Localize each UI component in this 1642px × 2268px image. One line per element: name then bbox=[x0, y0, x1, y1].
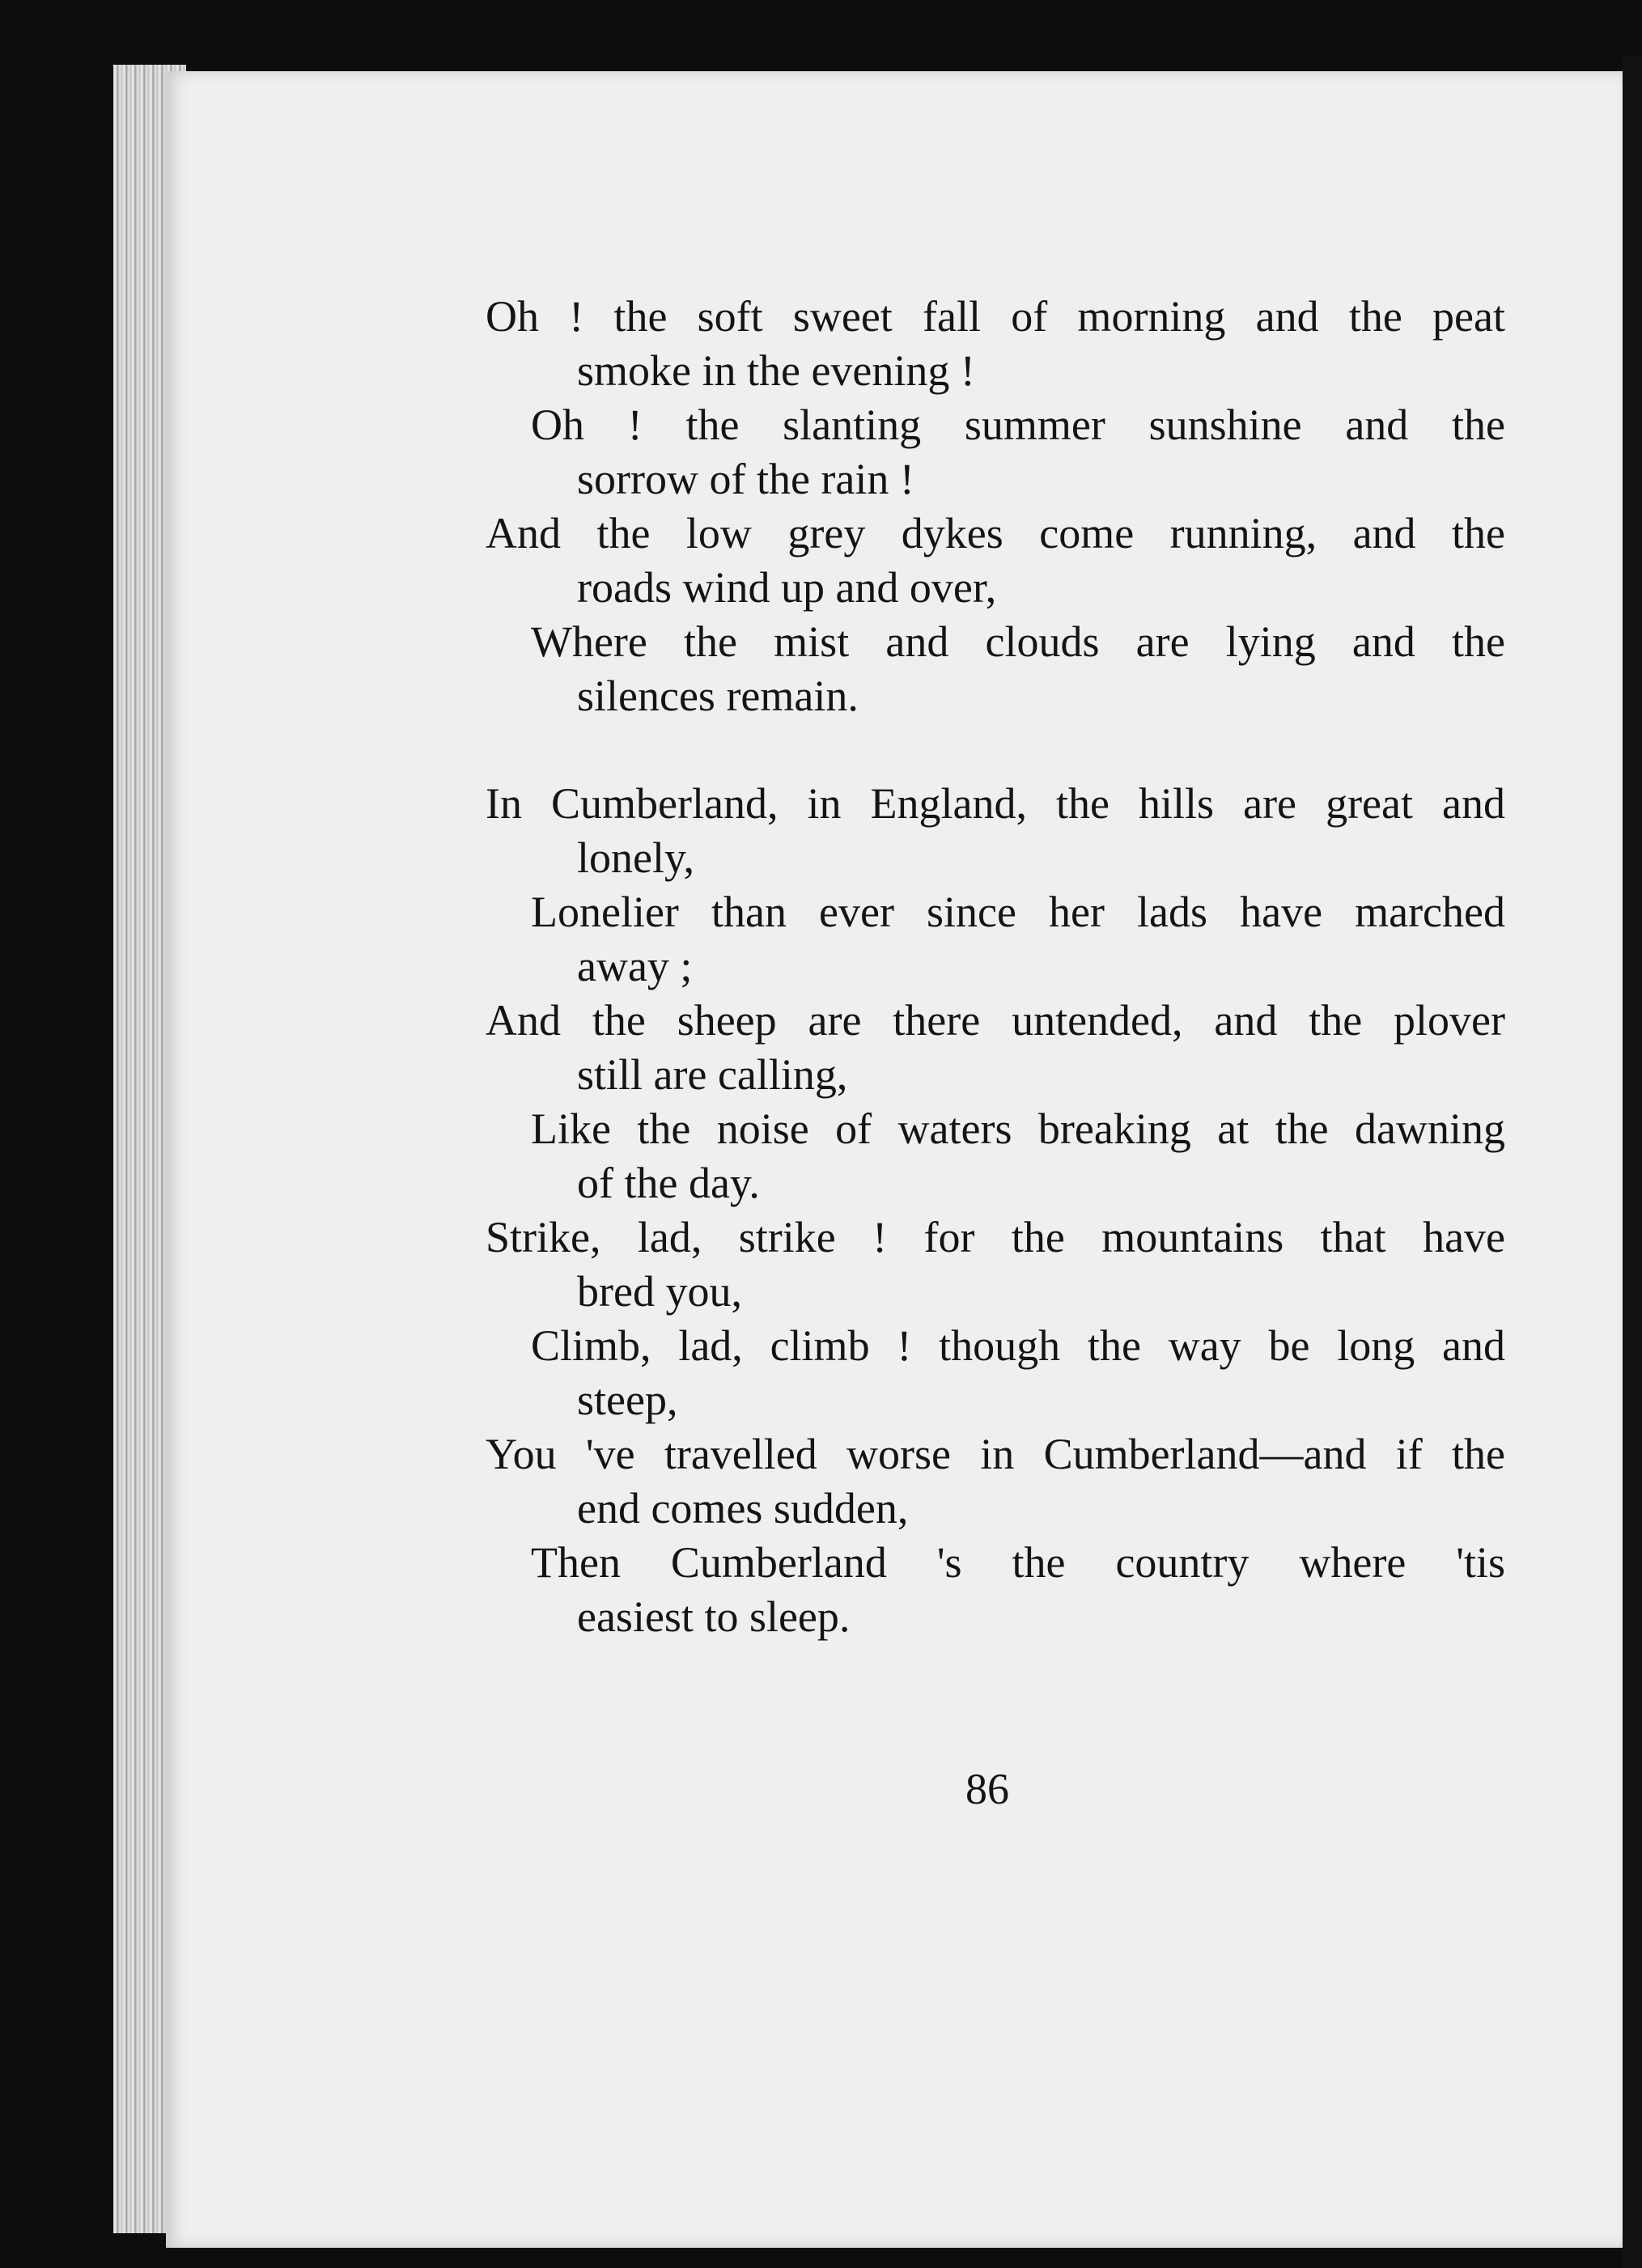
poem-line-continuation: smoke in the evening ! bbox=[577, 346, 975, 395]
stanza-2 bbox=[486, 777, 1505, 1644]
poem-line-continuation: sorrow of the rain ! bbox=[577, 455, 914, 503]
poem-line-continuation: roads wind up and over, bbox=[577, 563, 997, 612]
stanza-1 bbox=[486, 290, 1505, 723]
poem-line-continuation: away ; bbox=[577, 942, 693, 990]
poem-line: And the sheep are there untended, and the plover bbox=[486, 996, 1505, 1045]
poem-line: Oh ! the soft sweet fall of morning and the peat bbox=[486, 292, 1505, 341]
poem-line: Where the mist and clouds are lying and the bbox=[531, 617, 1505, 666]
stanza-break bbox=[486, 723, 1505, 777]
poem-line: Like the noise of waters breaking at the dawning bbox=[531, 1104, 1505, 1153]
poem-line: Lonelier than ever since her lads have marched bbox=[531, 888, 1505, 936]
poem-line-continuation: lonely, bbox=[577, 833, 694, 882]
poem-line: Oh ! the slanting summer sunshine and the bbox=[531, 401, 1505, 449]
poem-line: In Cumberland, in England, the hills are great and bbox=[486, 779, 1505, 828]
poem-line-continuation: steep, bbox=[577, 1376, 678, 1424]
poem-line: Climb, lad, climb ! though the way be long and bbox=[531, 1321, 1505, 1370]
poem-line-continuation: end comes sudden, bbox=[577, 1484, 909, 1532]
poem-line-continuation: still are calling, bbox=[577, 1050, 848, 1099]
poem-line-continuation: of the day. bbox=[577, 1159, 760, 1207]
poem-line: And the low grey dykes come running, and the bbox=[486, 509, 1505, 557]
poem-text bbox=[486, 290, 1505, 1644]
poem-line: Strike, lad, strike ! for the mountains that have bbox=[486, 1213, 1505, 1261]
poem-line: Then Cumberland 's the country where 'tis bbox=[531, 1538, 1505, 1587]
scan-border bbox=[1623, 57, 1642, 2268]
page-number: 86 bbox=[965, 1765, 1009, 1813]
poem-line-continuation: bred you, bbox=[577, 1267, 742, 1316]
poem-line-continuation: silences remain. bbox=[577, 672, 859, 720]
poem-line: You 've travelled worse in Cumberland—and if the bbox=[486, 1430, 1505, 1478]
poem-line-continuation: easiest to sleep. bbox=[577, 1592, 851, 1641]
